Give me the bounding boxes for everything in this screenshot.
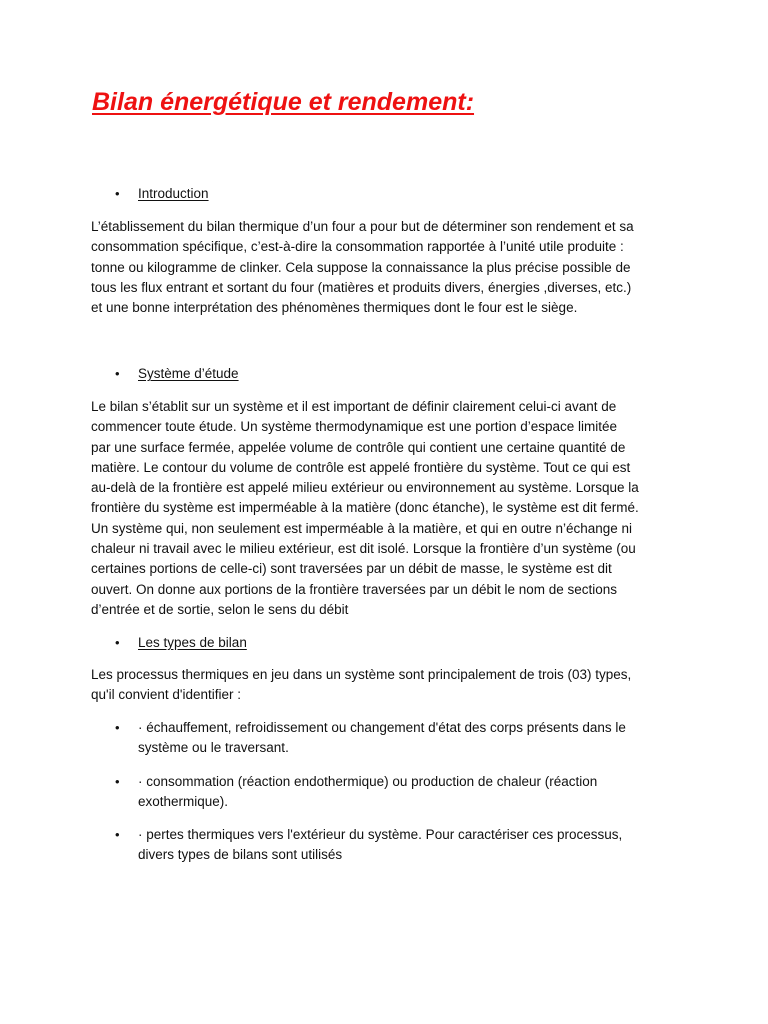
paragraph-line: ouvert. On donne aux portions de la frontière traversées par un débit le nom de sections — [91, 581, 618, 597]
section-heading-types-de-bilan — [115, 633, 247, 653]
section-heading-text: Système d’étude — [138, 366, 239, 381]
section-heading-introduction — [115, 184, 209, 204]
paragraph-systeme — [91, 397, 691, 620]
paragraph-line: par une surface fermée, appelée volume de contrôle qui contient une certaine quantité de — [91, 439, 626, 455]
paragraph-line: consommation spécifique, c’est-à-dire la consommation rapportée à l’unité utile produite : — [91, 239, 624, 255]
paragraph-line: L’établissement du bilan thermique d’un four a pour but de déterminer son rendement et sa — [91, 219, 634, 234]
paragraph-line: commencer toute étude. Un système thermodynamique est une portion d’espace limitée — [91, 419, 618, 435]
list-item-line: · échauffement, refroidissement ou changement d'état des corps présents dans le — [138, 720, 626, 735]
paragraph-line: et une bonne interprétation des phénomènes thermiques dont le four est le siège. — [91, 300, 578, 316]
bullet-icon: • — [115, 635, 120, 650]
paragraph-line: tous les flux entrant et sortant du four (matières et produits divers, énergies ,diverses, etc.) — [91, 279, 632, 295]
bullet-icon: • — [115, 774, 120, 789]
list-item-line: divers types de bilans sont utilisés — [138, 847, 343, 863]
list-item-line: exothermique). — [138, 794, 229, 810]
paragraph-line: chaleur ni travail avec le milieu extérieur, est dit isolé. Lorsque la frontière d’un système (ou — [91, 541, 636, 557]
section-heading-systeme — [115, 364, 239, 384]
paragraph-line: qu'il convient d'identifier : — [91, 687, 241, 703]
bullet-icon: • — [115, 186, 120, 201]
list-item-line: système ou le traversant. — [138, 740, 289, 756]
paragraph-line: au-delà de la frontière est appelé milieu extérieur ou environnement au système. Lorsque la — [91, 480, 639, 496]
paragraph-line: matière. Le contour du volume de contrôle est appelé frontière du système. Tout ce qui est — [91, 459, 631, 475]
paragraph-line: d’entrée et de sortie, selon le sens du débit — [91, 601, 349, 617]
bullet-icon: • — [115, 827, 120, 842]
paragraph-line: certaines portions de celle-ci) sont traversées par un débit de masse, le système est dit — [91, 561, 612, 577]
paragraph-types-de-bilan — [91, 665, 691, 706]
paragraph-line: Les processus thermiques en jeu dans un système sont principalement de trois (03) types, — [91, 667, 632, 682]
list-item-text — [138, 718, 626, 759]
section-heading-text: Les types de bilan — [138, 635, 247, 650]
paragraph-line: Le bilan s’établit sur un système et il est important de définir clairement celui-ci avant de — [91, 399, 617, 414]
paragraph-introduction — [91, 217, 691, 318]
paragraph-line: frontière du système est imperméable à la matière (donc étanche), le système est dit fermé. — [91, 500, 639, 516]
bullet-icon: • — [115, 366, 120, 381]
list-item-text — [138, 772, 597, 813]
section-heading-text: Introduction — [138, 186, 209, 201]
list-item-line: · consommation (réaction endothermique) ou production de chaleur (réaction — [138, 774, 598, 789]
document-title: Bilan énergétique et rendement: — [92, 88, 475, 116]
list-item-text — [138, 825, 622, 866]
list-item-line: · pertes thermiques vers l'extérieur du système. Pour caractériser ces processus, — [138, 827, 623, 842]
paragraph-line: Un système qui, non seulement est imperméable à la matière, et qui en outre n’échange ni — [91, 520, 633, 536]
paragraph-line: tonne ou kilogramme de clinker. Cela suppose la connaissance la plus précise possible de — [91, 259, 631, 275]
bullet-icon: • — [115, 720, 120, 735]
